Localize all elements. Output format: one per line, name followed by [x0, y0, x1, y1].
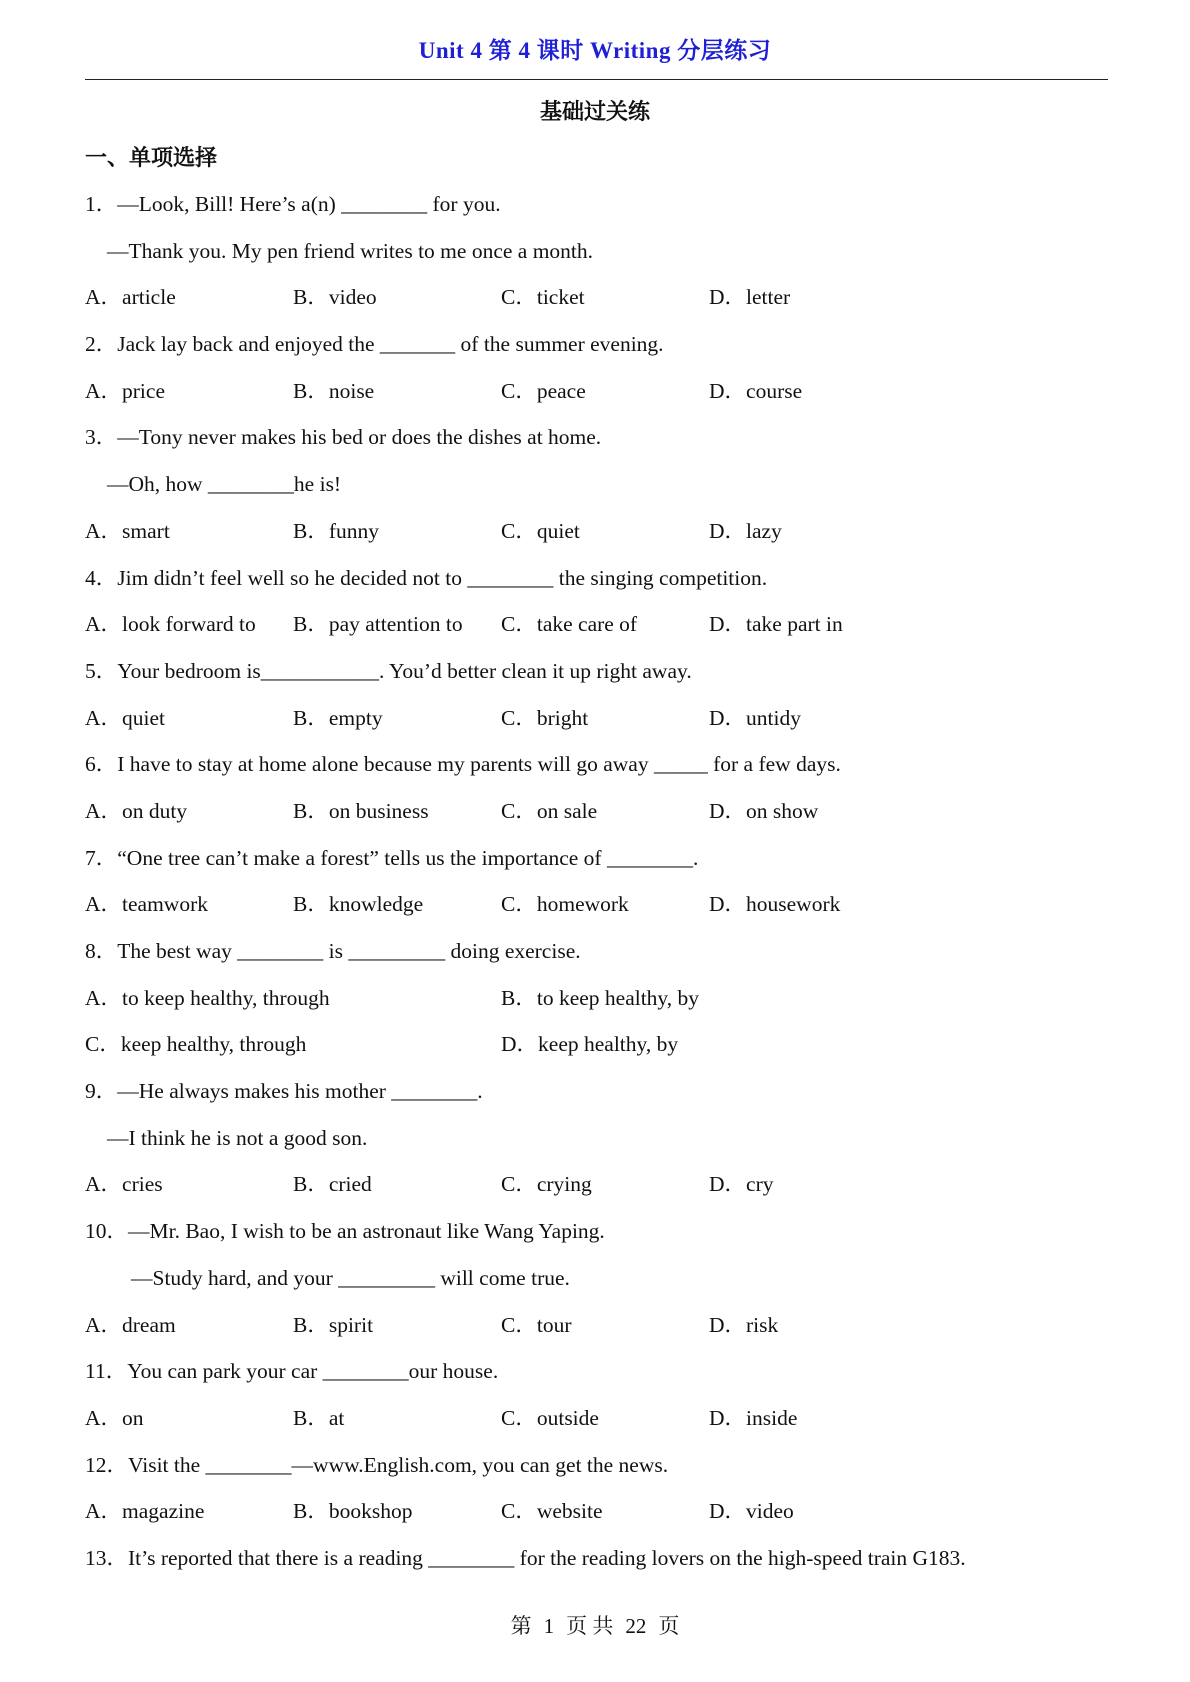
option-choice[interactable]: C．homework: [501, 892, 629, 917]
question-response: —Oh, how ________he is!: [107, 472, 342, 497]
option-choice[interactable]: A．on: [85, 1405, 144, 1430]
option-choice[interactable]: A．magazine: [85, 1499, 205, 1524]
option-choice[interactable]: D．keep healthy, by: [501, 1032, 679, 1057]
option-choice[interactable]: B．noise: [293, 378, 375, 403]
option-choice[interactable]: C．crying: [501, 1172, 592, 1197]
option-choice[interactable]: A．cries: [85, 1172, 163, 1197]
option-choice[interactable]: C．bright: [501, 705, 589, 730]
question-stem: 8．The best way ________ is _________ doing exercise.: [85, 939, 581, 963]
question-list: [85, 181, 1115, 1582]
option-choice[interactable]: C．quiet: [501, 518, 580, 543]
question-stem: 3．—Tony never makes his bed or does the dishes at home.: [85, 425, 602, 450]
option-choice[interactable]: B．funny: [293, 518, 380, 543]
option-choice[interactable]: B．on business: [293, 798, 429, 823]
option-choice[interactable]: A．on duty: [85, 798, 188, 823]
option-choice[interactable]: B．spirit: [293, 1312, 374, 1337]
options-row: [85, 1021, 1115, 1068]
option-choice[interactable]: B．knowledge: [293, 892, 424, 917]
option-choice[interactable]: A．price: [85, 378, 165, 403]
option-choice[interactable]: A．article: [85, 285, 176, 310]
options-row: [85, 1302, 1115, 1349]
option-choice[interactable]: D．cry: [709, 1172, 774, 1197]
option-choice[interactable]: D．letter: [709, 285, 791, 310]
section-title: 基础过关练: [539, 99, 650, 124]
header-divider: [85, 79, 1108, 80]
question-stem: 9．—He always makes his mother ________.: [85, 1079, 483, 1104]
footer-page-number: 1: [543, 1614, 555, 1638]
part-title: 一、单项选择: [85, 145, 218, 170]
option-choice[interactable]: D．lazy: [709, 518, 782, 543]
page-footer: [0, 1610, 1190, 1640]
option-choice[interactable]: B．pay attention to: [293, 612, 463, 637]
option-choice[interactable]: D．take part in: [709, 612, 843, 637]
option-choice[interactable]: A．to keep healthy, through: [85, 985, 330, 1010]
options-row: [85, 788, 1115, 835]
option-choice[interactable]: D．video: [709, 1499, 794, 1524]
question-response: —Study hard, and your _________ will come true.: [131, 1265, 570, 1290]
option-choice[interactable]: D．on show: [709, 798, 819, 823]
option-choice[interactable]: A．look forward to: [85, 612, 256, 637]
option-choice[interactable]: A．quiet: [85, 705, 166, 730]
option-choice[interactable]: C．on sale: [501, 798, 598, 823]
question-stem: 5．Your bedroom is___________. You’d better clean it up right away.: [85, 658, 692, 683]
option-choice[interactable]: C．website: [501, 1499, 603, 1524]
option-choice[interactable]: C．peace: [501, 378, 586, 403]
option-choice[interactable]: D．risk: [709, 1312, 779, 1337]
option-choice[interactable]: B．cried: [293, 1172, 372, 1197]
option-choice[interactable]: C．keep healthy, through: [85, 1032, 307, 1057]
question-stem: 12．Visit the ________—www.English.com, you can get the news.: [85, 1452, 669, 1477]
option-choice[interactable]: A．smart: [85, 518, 170, 543]
footer-middle: 页 共: [566, 1614, 614, 1638]
option-choice[interactable]: D．course: [709, 378, 803, 403]
options-row: [85, 695, 1115, 742]
option-choice[interactable]: A．teamwork: [85, 892, 208, 917]
options-row: [85, 1488, 1115, 1535]
options-row: [85, 601, 1115, 648]
options-row: [85, 368, 1115, 415]
options-row: [85, 1395, 1115, 1442]
question-stem: 11．You can park your car ________our house.: [85, 1359, 499, 1384]
question-stem: 2．Jack lay back and enjoyed the _______ of the summer evening.: [85, 332, 664, 357]
option-choice[interactable]: D．inside: [709, 1405, 798, 1430]
option-choice[interactable]: B．to keep healthy, by: [501, 985, 700, 1010]
options-row: [85, 508, 1115, 555]
question-stem: 1．—Look, Bill! Here’s a(n) ________ for you.: [85, 192, 501, 216]
question-stem: 7．“One tree can’t make a forest” tells us the importance of ________.: [85, 845, 699, 870]
option-choice[interactable]: D．housework: [709, 892, 841, 917]
options-row: [85, 881, 1115, 928]
option-choice[interactable]: C．tour: [501, 1312, 572, 1337]
option-choice[interactable]: B．empty: [293, 705, 383, 730]
option-choice[interactable]: A．dream: [85, 1312, 176, 1337]
options-row: [85, 1161, 1115, 1208]
option-choice[interactable]: C．ticket: [501, 285, 585, 310]
option-choice[interactable]: B．at: [293, 1405, 345, 1430]
question-stem: 6．I have to stay at home alone because my parents will go away _____ for a few days.: [85, 752, 841, 777]
option-choice[interactable]: D．untidy: [709, 705, 801, 730]
option-choice[interactable]: C．take care of: [501, 612, 638, 637]
question-stem: 10．—Mr. Bao, I wish to be an astronaut like Wang Yaping.: [85, 1219, 605, 1244]
question-stem: 13．It’s reported that there is a reading ________ for the reading lovers on the high-speed train G183.: [85, 1545, 966, 1570]
page-header-title: Unit 4 第 4 课时 Writing 分层练习: [418, 38, 772, 63]
question-stem: 4．Jim didn’t feel well so he decided not to ________ the singing competition.: [85, 565, 768, 590]
options-row: [85, 274, 1115, 321]
option-choice[interactable]: B．bookshop: [293, 1499, 413, 1524]
options-row: [85, 975, 1115, 1022]
option-choice[interactable]: C．outside: [501, 1405, 599, 1430]
question-response: —Thank you. My pen friend writes to me once a month.: [107, 238, 594, 263]
question-response: —I think he is not a good son.: [107, 1125, 368, 1150]
option-choice[interactable]: B．video: [293, 285, 377, 310]
footer-total-pages: 22: [625, 1614, 647, 1638]
footer-suffix: 页: [658, 1614, 680, 1638]
footer-prefix: 第: [510, 1614, 532, 1638]
